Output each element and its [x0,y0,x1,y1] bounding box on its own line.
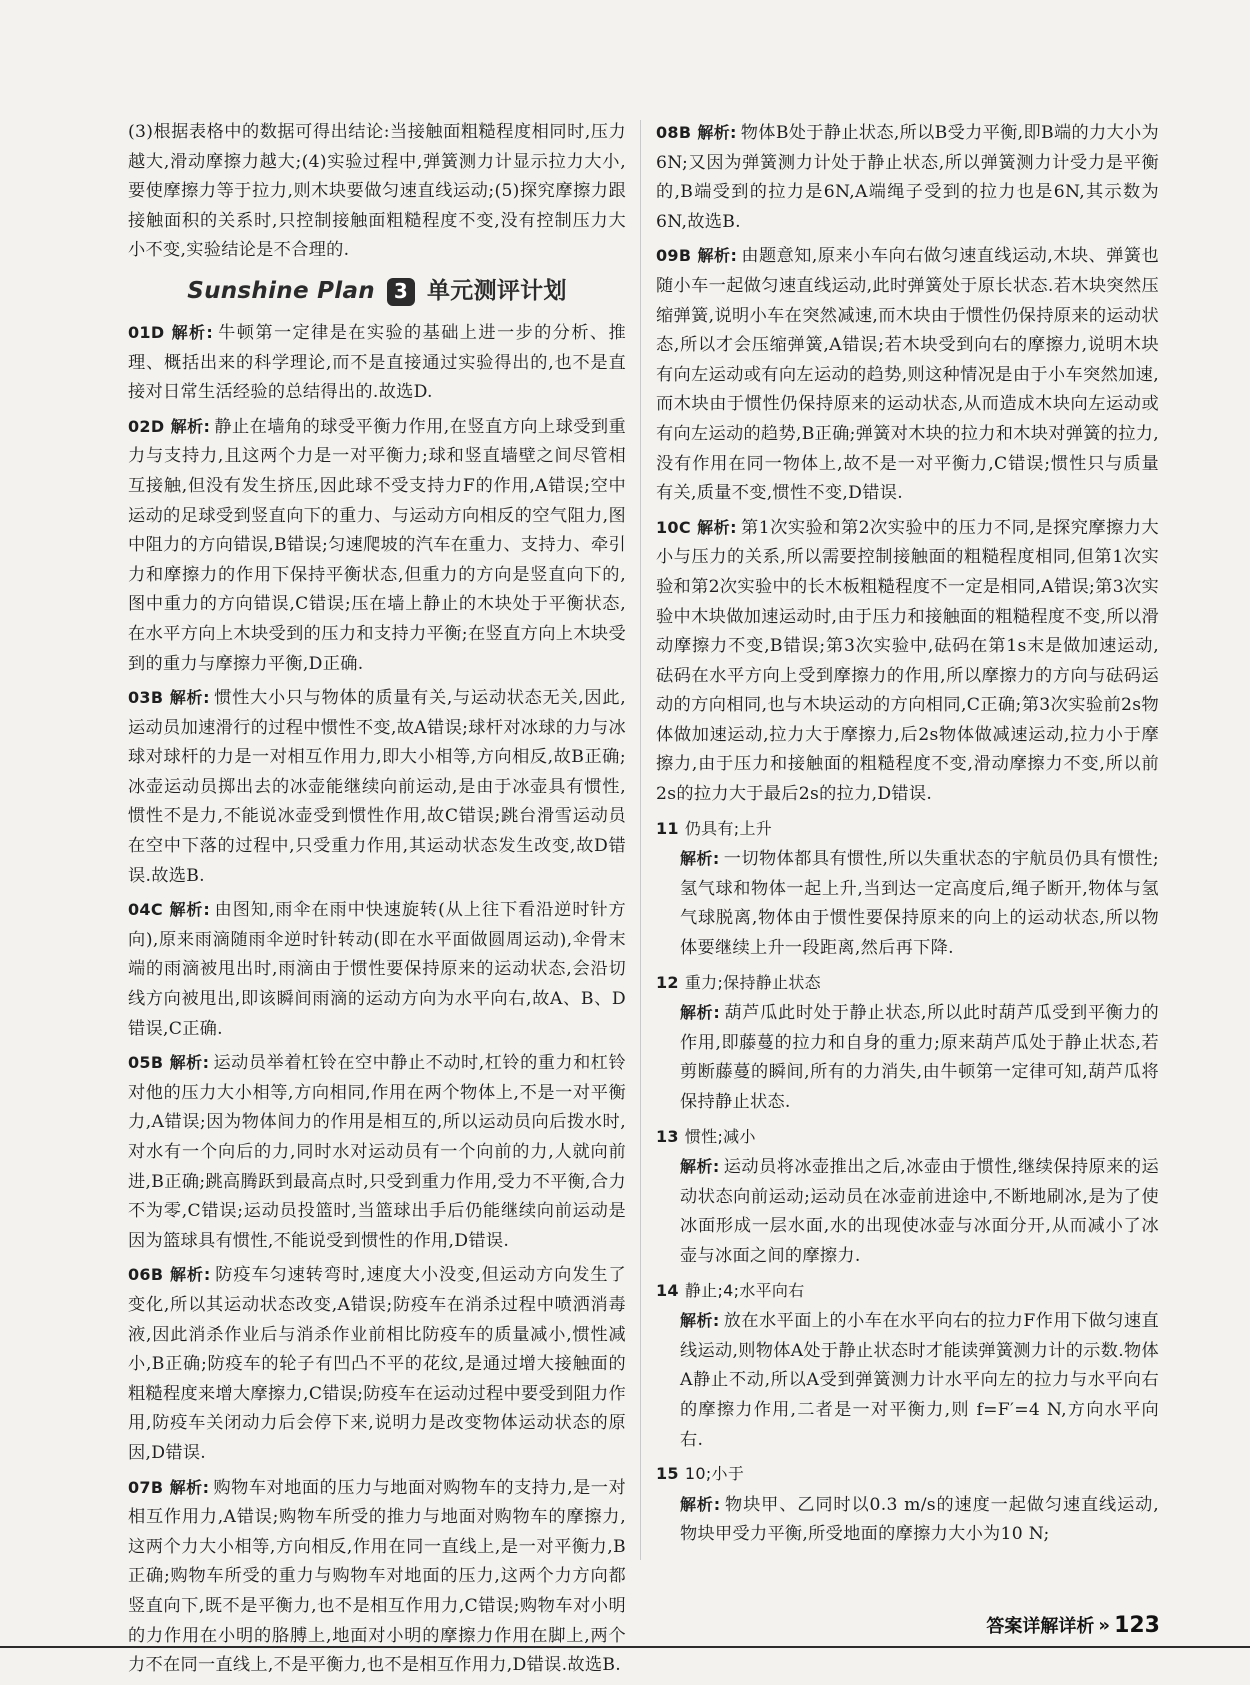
item-number: 08B [656,123,692,142]
page-number: 123 [1114,1612,1160,1638]
item-text: 静止在墙角的球受平衡力作用,在竖直方向上球受到重力与支持力,且这两个力是一对平衡力;球和竖直墙壁之间尽管相互接触,但没有发生挤压,因此球不受支持力F的作用,A错误;空中运动的足球受到竖直向下的重力、与运动方向相反的空气阻力,图中阻力的方向错误,B错误;匀速爬坡的汽车在重力、支持力、牵引力和摩擦力的作用下保持平衡状态,但重力的方向是竖直向下的,图中重力的方向错误,C错误;压在墙上静止的木块处于平衡状态,在水平方向上木块受到的压力和支持力平衡;在竖直方向上木块受到的重力与摩擦力平衡,D正确. [128,416,626,674]
item-number: 11 [656,818,679,838]
item-text: 由题意知,原来小车向右做匀速直线运动,木块、弹簧也随小车一起做匀速直线运动,此时弹簧处于原长状态.若木块突然压缩弹簧,说明小车在突然减速,而木块由于惯性仍保持原来的运动状态,所以才会压缩弹簧,A错误;若木块受到向右的摩擦力,说明木块有向左运动或有向左运动的趋势,则这种情况是由于小车突然加速,而木块由于惯性仍保持原来的运动状态,从而造成木块向左运动或有向左运动的趋势,B正确;弹簧对木块的拉力和木块对弹簧的拉力,没有作用在同一物体上,故不是一对平衡力,C错误;惯性只与质量有关,质量不变,惯性不变,D错误. [656,246,1159,504]
analysis-label: 解析: [680,849,720,869]
analysis-label: 解析: [169,1265,211,1285]
item-number: 04C [128,900,163,920]
answer-item [128,1473,626,1681]
item-text: 运动员将冰壶推出之后,冰壶由于惯性,继续保持原来的运动状态向前运动;运动员在冰壶前进途中,不断地刷冰,是为了使冰面形成一层水面,水的出现使冰壶与冰面分开,从而减小了冰壶与冰面之间的摩擦力. [680,1157,1159,1266]
analysis-label: 解析: [170,322,214,342]
item-number: 13 [656,1126,679,1146]
item-text: 由图知,雨伞在雨中快速旋转(从上往下看沿逆时针方向),原来雨滴随雨伞逆时针转动(即在水平面做圆周运动),伞骨末端的雨滴被甩出时,雨滴由于惯性要保持原来的运动状态,会沿切线方向被甩出,即该瞬间雨滴的运动方向为水平向右,故A、B、D错误,C正确. [128,900,626,1039]
plan-title-en: Sunshine Plan [187,278,375,305]
item-text: 牛顿第一定律是在实验的基础上进一步的分析、推理、概括出来的科学理论,而不是直接通过实验得出的,也不是直接对日常生活经验的总结得出的.故选D. [128,322,626,403]
plan-heading [128,270,626,314]
item-answer: 惯性;减小 [684,1126,756,1146]
analysis-label: 解析: [680,1003,721,1023]
answer-item [656,1276,1159,1456]
item-text: 第1次实验和第2次实验中的压力不同,是探究摩擦力大小与压力的关系,所以需要控制接触面的粗糙程度相同,但第1次实验和第2次实验中的长木板粗糙程度不一定是相同,A错误;第3次实验中木块做加速运动时,由于压力和接触面的粗糙程度不变,所以滑动摩擦力不变,B错误;第3次实验中,砝码在第1s末是做加速运动,砝码在水平方向上受到摩擦力的作用,所以摩擦力的方向与砝码运动的方向相同,也与木块运动的方向相同,C正确;第3次实验前2s物体做加速运动,拉力大于摩擦力,后2s物体做减速运动,拉力小于摩擦力,由于压力和接触面的粗糙程度不变,滑动摩擦力不变,所以前2s的拉力大于最后2s的拉力,D错误. [656,517,1159,805]
item-number: 15 [656,1464,679,1484]
item-number: 07B [128,1477,164,1497]
analysis-label: 解析: [680,1157,720,1177]
item-number: 14 [656,1280,679,1300]
answer-item [128,412,626,679]
item-text: 一切物体都具有惯性,所以失重状态的宇航员仍具有惯性;氢气球和物体一起上升,当到达一定高度后,绳子断开,物体与氢气球脱离,物体由于惯性要保持原来的向上的运动状态,所以物体要继续上升一段距离,然后再下降. [680,849,1159,959]
item-number: 02D [128,416,165,436]
answer-item [656,968,1159,1118]
analysis-label: 解析: [680,1311,720,1331]
plan-number-badge: 3 [387,278,415,306]
analysis-label: 解析: [697,123,737,142]
answer-item [128,1260,626,1468]
plan-title-cn: 单元测评计划 [426,278,567,305]
answer-item [128,1048,626,1256]
analysis-label: 解析: [696,517,737,537]
analysis-label: 解析: [168,900,211,920]
item-text: 放在水平面上的小车在水平向右的拉力F作用下做匀速直线运动,则物体A处于静止状态时才能读弹簧测力计的示数.物体A静止不动,所以A受到弹簧测力计水平向左的拉力与水平向右的摩擦力作用,二者是一对平衡力,则 f=F′=4 N,方向水平向右. [680,1311,1159,1450]
item-number: 05B [128,1053,164,1073]
answer-item [656,814,1159,964]
item-answer: 仍具有;上升 [684,818,773,838]
item-answer: 重力;保持静止状态 [684,972,821,992]
answer-item [656,1459,1159,1550]
analysis-label: 解析: [169,688,210,708]
analysis-label: 解析: [169,1477,210,1497]
item-text: 运动员举着杠铃在空中静止不动时,杠铃的重力和杠铃对他的压力大小相等,方向相同,作用在两个物体上,不是一对平衡力,A错误;因为物体间力的作用是相互的,所以运动员向后拨水时,对水有一个向后的力,同时水对运动员有一个向前的力,人就向前进,B正确;跳高腾跃到最高点时,只受到重力作用,受力不平衡,合力不为零,C错误;运动员投篮时,当篮球出手后仍能继续向前运动是因为篮球具有惯性,不能说受到惯性的作用,D错误. [128,1053,626,1251]
answer-item [656,241,1159,508]
item-number: 01D [128,322,165,342]
item-number: 03B [128,688,164,708]
column-divider [640,120,641,1560]
item-number: 12 [656,972,679,992]
analysis-label: 解析: [170,416,211,436]
item-text: 购物车对地面的压力与地面对购物车的支持力,是一对相互作用力,A错误;购物车所受的推力与地面对购物车的摩擦力,这两个力大小相等,方向相反,作用在同一直线上,是一对平衡力,B正确;购物车所受的重力与购物车对地面的压力,这两个力方向都竖直向下,既不是平衡力,也不是相互作用力,C错误;购物车对小明的力作用在小明的胳膊上,地面对小明的摩擦力作用在脚上,两个力不在同一直线上,不是平衡力,也不是相互作用力,D错误.故选B. [128,1477,626,1676]
item-text: 物块甲、乙同时以0.3 m/s的速度一起做匀速直线运动,物块甲受力平衡,所受地面的摩擦力大小为10 N; [680,1494,1159,1545]
item-text: 惯性大小只与物体的质量有关,与运动状态无关,因此,运动员加速滑行的过程中惯性不变,故A错误;球杆对冰球的力与冰球对球杆的力是一对相互作用力,即大小相等,方向相反,故B正确;冰壶运动员掷出去的冰壶能继续向前运动,是由于冰壶具有惯性,惯性不是力,不能说冰壶受到惯性作用,故C错误;跳台滑雪运动员在空中下落的过程中,只受重力作用,其运动状态发生改变,故D错误.故选B. [128,688,626,886]
item-text: 防疫车匀速转弯时,速度大小没变,但运动方向发生了变化,所以其运动状态改变,A错误;防疫车在消杀过程中喷洒消毒液,因此消杀作业后与消杀作业前相比防疫车的质量减小,惯性减小,B正确;防疫车的轮子有凹凸不平的花纹,是通过增大接触面的粗糙程度来增大摩擦力,C错误;防疫车在运动过程中要受到阻力作用,防疫车关闭动力后会停下来,说明力是改变物体运动状态的原因,D错误. [128,1265,626,1463]
answer-item [656,513,1159,810]
item-number: 10C [656,517,691,537]
item-answer: 10;小于 [684,1464,745,1484]
item-text: 葫芦瓜此时处于静止状态,所以此时葫芦瓜受到平衡力的作用,即藤蔓的拉力和自身的重力;原来葫芦瓜处于静止状态,若剪断藤蔓的瞬间,所有的力消失,由牛顿第一定律可知,葫芦瓜将保持静止状态. [680,1003,1159,1112]
answer-item [128,683,626,891]
answer-item [128,895,626,1044]
analysis-label: 解析: [680,1494,721,1514]
right-column [656,118,1159,1554]
item-text: 物体B处于静止状态,所以B受力平衡,即B端的力大小为6N;又因为弹簧测力计处于静止状态,所以弹簧测力计受力是平衡的,B端受到的拉力是6N,A端绳子受到的拉力也是6N,其示数为6N,故选B. [656,123,1159,232]
left-column [128,118,626,1685]
item-number: 09B [656,246,692,266]
answer-item [656,118,1159,237]
double-chevron-icon: » [1098,1614,1111,1636]
item-answer: 静止;4;水平向右 [684,1280,805,1300]
answer-item [128,318,626,408]
footer-label: 答案详解详析 [986,1616,1095,1637]
intro-paragraph: (3)根据表格中的数据可得出结论:当接触面粗糙程度相同时,压力越大,滑动摩擦力越大;(4)实验过程中,弹簧测力计显示拉力大小,要使摩擦力等于拉力,则木块要做匀速直线运动;(5)探究摩擦力跟接触面积的关系时,只控制接触面粗糙程度不变,没有控制压力大小不变,实验结论是不合理的. [128,122,626,261]
footer-rule [0,1646,1250,1648]
analysis-label: 解析: [169,1053,210,1073]
page-footer [860,1608,1160,1642]
answer-item [656,1122,1159,1272]
item-number: 06B [128,1265,164,1285]
analysis-label: 解析: [697,246,738,266]
